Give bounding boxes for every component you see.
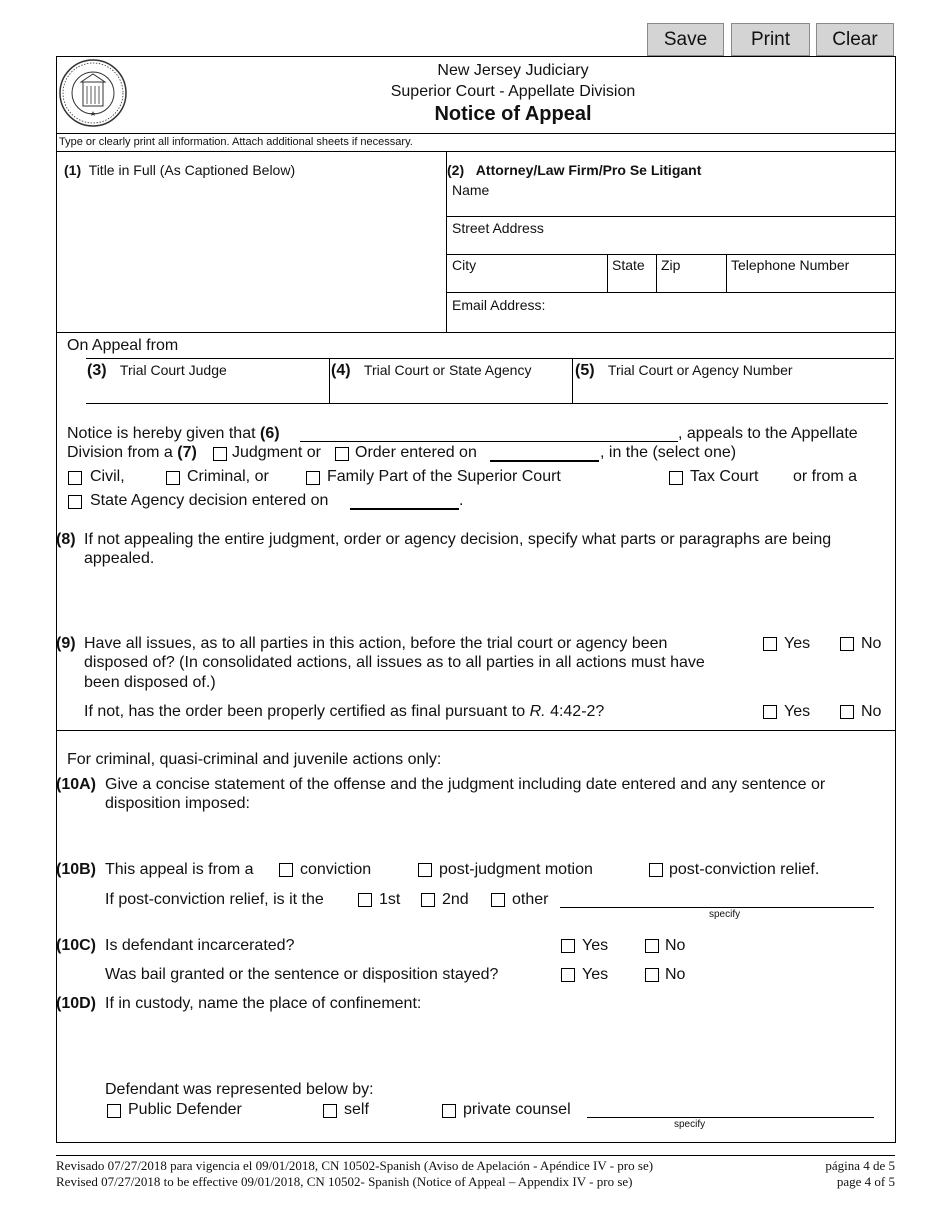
other-checkbox[interactable] xyxy=(491,893,505,907)
second-label: 2nd xyxy=(442,891,469,908)
issues-disposed-no-label: No xyxy=(861,635,882,652)
header-line-2: Superior Court - Appellate Division xyxy=(390,83,636,100)
section-9-text-1: Have all issues, as to all parties in this action, before the trial court or agency been xyxy=(84,635,668,652)
state-label: State xyxy=(612,257,645,273)
footer-line-1: Revisado 07/27/2018 para vigencia el 09/01/2018, CN 10502-Spanish (Aviso de Apelación - Apéndice IV - pro se) xyxy=(56,1158,654,1173)
self-checkbox[interactable] xyxy=(323,1104,337,1118)
pcr-question: If post-conviction relief, is it the xyxy=(105,891,324,908)
state-agency-checkbox[interactable] xyxy=(68,495,82,509)
section-8-text-2: appealed. xyxy=(84,550,155,567)
first-checkbox[interactable] xyxy=(358,893,372,907)
section-9-certified-question: If not, has the order been properly certified as final pursuant to R. 4:42-2? xyxy=(84,703,605,720)
section-10a-text-2: disposition imposed: xyxy=(105,795,250,812)
section-9-text-2: disposed of? (In consolidated actions, all issues as to all parties in all actions must have xyxy=(84,654,705,671)
criminal-label: Criminal, or xyxy=(187,468,269,485)
certified-yes-label: Yes xyxy=(784,703,811,720)
issues-disposed-yes-checkbox[interactable] xyxy=(763,637,777,651)
section-8-number: (8) xyxy=(56,531,76,548)
bail-yes-label: Yes xyxy=(582,966,609,983)
bail-no-label: No xyxy=(665,966,686,983)
appellant-name-field[interactable] xyxy=(300,424,678,441)
city-field[interactable] xyxy=(448,273,606,290)
section-10a-text-1: Give a concise statement of the offense and the judgment including date entered and any sentence or xyxy=(105,776,826,793)
self-label: self xyxy=(344,1101,369,1118)
post-conviction-relief-label: post-conviction relief. xyxy=(669,861,820,878)
certified-no-label: No xyxy=(861,703,882,720)
on-appeal-from-label: On Appeal from xyxy=(67,337,179,354)
trial-court-judge-field[interactable] xyxy=(86,383,327,402)
conviction-checkbox[interactable] xyxy=(279,863,293,877)
public-defender-checkbox[interactable] xyxy=(107,1104,121,1118)
name-label: Name xyxy=(452,182,490,198)
footer-page-es: página 4 de 5 xyxy=(825,1158,895,1173)
incarcerated-yes-label: Yes xyxy=(582,937,609,954)
incarcerated-question: Is defendant incarcerated? xyxy=(105,937,295,954)
represented-label: Defendant was represented below by: xyxy=(105,1081,374,1098)
footer-line-2: Revised 07/27/2018 to be effective 09/01/2018, CN 10502- Spanish (Notice of Appeal – Appendix IV - pro se) xyxy=(56,1174,633,1189)
judgment-label: Judgment or xyxy=(232,444,321,461)
parts-appealed-field[interactable] xyxy=(84,572,890,624)
state-field[interactable] xyxy=(609,273,655,290)
agency-number-label: (5) Trial Court or Agency Number xyxy=(575,362,793,379)
specify-caption: specify xyxy=(709,909,741,920)
trial-court-agency-label: (4) Trial Court or State Agency xyxy=(331,362,532,379)
post-judgment-motion-label: post-judgment motion xyxy=(439,861,593,878)
first-label: 1st xyxy=(379,891,401,908)
notice-text-4: , in the (select one) xyxy=(600,444,737,461)
tax-court-label: Tax Court xyxy=(690,468,759,485)
telephone-label: Telephone Number xyxy=(731,257,850,273)
agency-date-field[interactable] xyxy=(350,491,459,508)
certified-yes-checkbox[interactable] xyxy=(763,705,777,719)
specify-caption-2: specify xyxy=(674,1119,706,1130)
order-checkbox[interactable] xyxy=(335,447,349,461)
issues-disposed-yes-label: Yes xyxy=(784,635,811,652)
email-field[interactable] xyxy=(548,295,892,325)
notice-text-1: Notice is hereby given that (6) xyxy=(67,425,280,442)
confinement-place-field[interactable] xyxy=(105,1016,890,1068)
other-specify-field[interactable] xyxy=(560,890,874,907)
family-part-checkbox[interactable] xyxy=(306,471,320,485)
post-conviction-relief-checkbox[interactable] xyxy=(649,863,663,877)
telephone-field[interactable] xyxy=(728,273,893,290)
second-checkbox[interactable] xyxy=(421,893,435,907)
tax-court-checkbox[interactable] xyxy=(669,471,683,485)
street-address-label: Street Address xyxy=(452,220,544,236)
court-seal-icon xyxy=(58,58,128,128)
attorney-heading: (2) Attorney/Law Firm/Pro Se Litigant xyxy=(447,162,702,178)
incarcerated-no-label: No xyxy=(665,937,686,954)
order-date-field[interactable] xyxy=(490,443,599,460)
zip-label: Zip xyxy=(661,257,681,273)
section-10c-number: (10C) xyxy=(56,937,97,954)
civil-checkbox[interactable] xyxy=(68,471,82,485)
certified-no-checkbox[interactable] xyxy=(840,705,854,719)
street-address-field[interactable] xyxy=(448,236,892,253)
clear-button[interactable]: Clear xyxy=(816,23,894,56)
bail-question: Was bail granted or the sentence or disposition stayed? xyxy=(105,966,499,983)
email-label: Email Address: xyxy=(452,297,546,313)
criminal-intro: For criminal, quasi-criminal and juvenile actions only: xyxy=(67,751,442,768)
print-button[interactable]: Print xyxy=(731,23,810,56)
other-label: other xyxy=(512,891,549,908)
private-counsel-specify-field[interactable] xyxy=(587,1100,874,1117)
zip-field[interactable] xyxy=(658,273,725,290)
period: . xyxy=(459,492,464,509)
save-button[interactable]: Save xyxy=(647,23,724,56)
state-agency-label: State Agency decision entered on xyxy=(90,492,329,509)
conviction-label: conviction xyxy=(300,861,372,878)
section-10b-number: (10B) xyxy=(56,861,97,878)
private-counsel-checkbox[interactable] xyxy=(442,1104,456,1118)
section-10d-number: (10D) xyxy=(56,995,97,1012)
bail-yes-checkbox[interactable] xyxy=(561,968,575,982)
section-10b-text: This appeal is from a xyxy=(105,861,254,878)
incarcerated-yes-checkbox[interactable] xyxy=(561,939,575,953)
title-in-full-label: (1) Title in Full (As Captioned Below) xyxy=(64,162,296,178)
notice-text-2: , appeals to the Appellate xyxy=(678,425,858,442)
notice-text-3: Division from a (7) xyxy=(67,444,197,461)
section-9-number: (9) xyxy=(56,635,76,652)
page-title: Notice of Appeal xyxy=(434,103,592,125)
header-line-1: New Jersey Judiciary xyxy=(437,62,589,79)
name-field[interactable] xyxy=(448,198,892,216)
or-from-a-label: or from a xyxy=(793,468,858,485)
instructions: Type or clearly print all information. Attach additional sheets if necessary. xyxy=(59,136,413,148)
order-label: Order entered on xyxy=(355,444,477,461)
trial-court-agency-field[interactable] xyxy=(331,383,570,402)
section-9-text-3: been disposed of.) xyxy=(84,674,216,691)
title-in-full-field[interactable] xyxy=(60,184,442,326)
footer-page-en: page 4 of 5 xyxy=(836,1174,895,1189)
incarcerated-no-checkbox[interactable] xyxy=(645,939,659,953)
offense-statement-field[interactable] xyxy=(105,816,890,852)
agency-number-field[interactable] xyxy=(574,383,886,402)
family-part-label: Family Part of the Superior Court xyxy=(327,468,561,485)
post-judgment-motion-checkbox[interactable] xyxy=(418,863,432,877)
city-label: City xyxy=(452,257,477,273)
issues-disposed-no-checkbox[interactable] xyxy=(840,637,854,651)
section-8-text-1: If not appealing the entire judgment, order or agency decision, specify what parts or paragraphs are being xyxy=(84,531,832,548)
section-10a-number: (10A) xyxy=(56,776,97,793)
private-counsel-label: private counsel xyxy=(463,1101,571,1118)
judgment-checkbox[interactable] xyxy=(213,447,227,461)
trial-court-judge-label: (3) Trial Court Judge xyxy=(87,362,227,379)
criminal-checkbox[interactable] xyxy=(166,471,180,485)
confinement-question: If in custody, name the place of confinement: xyxy=(105,995,422,1012)
public-defender-label: Public Defender xyxy=(128,1101,242,1118)
bail-no-checkbox[interactable] xyxy=(645,968,659,982)
civil-label: Civil, xyxy=(90,468,125,485)
